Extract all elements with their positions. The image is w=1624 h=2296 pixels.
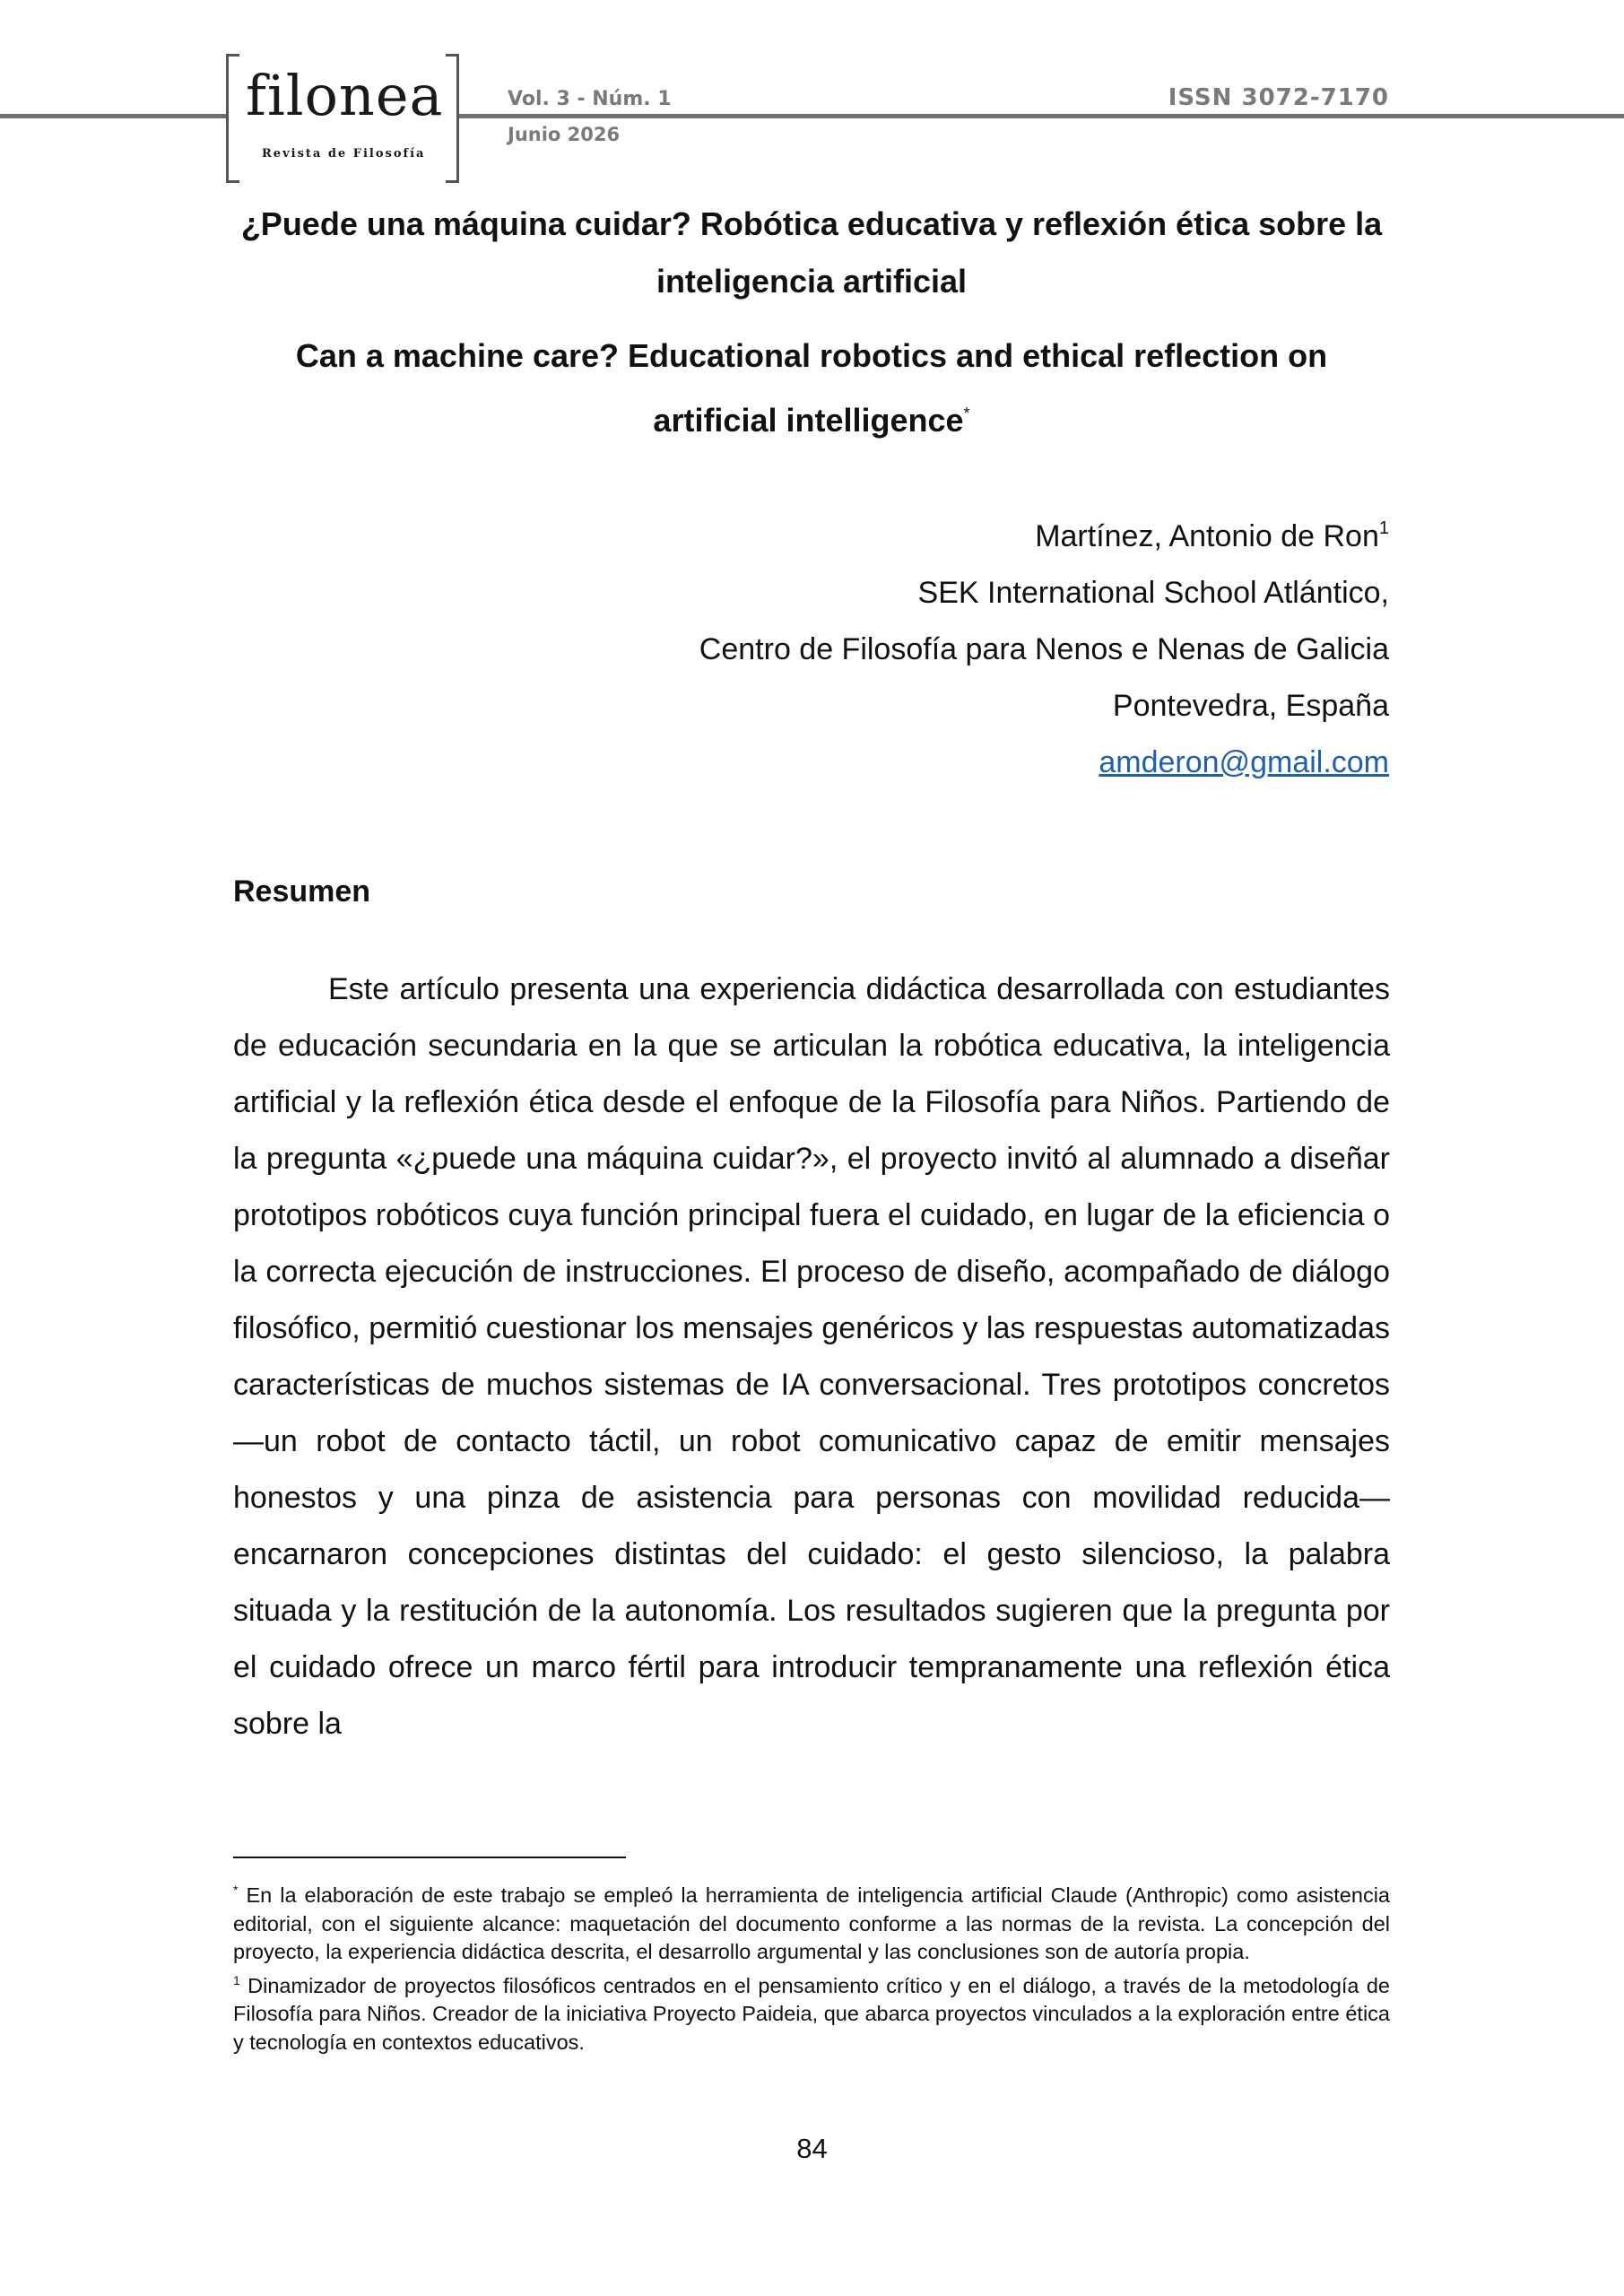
page-number: 84 <box>796 2133 828 2164</box>
footnote-mark-1: 1 <box>233 1972 240 1987</box>
footnote-text: Dinamizador de proyectos filosóficos centrados en el pensamiento crítico y en el diálogo, a través de la metodología de Filosofía para Niños. Creador de la iniciativa Proyecto Paideia, que abarca proyectos vinculados a la exploración entre ética y tecnología en contextos educativos. <box>233 1973 1390 2054</box>
logo-wordmark: filonea <box>246 63 444 128</box>
journal-logo <box>226 54 459 178</box>
footnote-author-bio <box>233 1967 1390 2057</box>
author-affiliation-2: Centro de Filosofía para Nenos e Nenas de Galicia <box>699 632 1389 666</box>
journal-volume: Vol. 3 - Núm. 1 <box>508 88 672 110</box>
abstract-paragraph: Este artículo presenta una experiencia didáctica desarrollada con estudiantes de educación secundaria en la que se articulan la robótica educativa, la inteligencia artificial y la reflexión ética desde el enfoque de la Filosofía para Niños. Partiendo de la pregunta «¿puede una máquina cuidar?», el proyecto invitó al alumnado a diseñar prototipos robóticos cuya función principal fuera el cuidado, en lugar de la eficiencia o la correcta ejecución de instrucciones. El proceso de diseño, acompañado de diálogo filosófico, permitió cuestionar los mensajes genéricos y las respuestas automatizadas características de muchos sistemas de IA conversacional. Tres prototipos concretos —un robot de contacto táctil, un robot comunicativo capaz de emitir mensajes honestos y una pinza de asistencia para personas con movilidad reducida— encarnaron concepciones distintas del cuidado: el gesto silencioso, la palabra situada y la restitución de la autonomía. Los resultados sugieren que la pregunta por el cuidado ofrece un marco fértil para introducir tempranamente una reflexión ética sobre la <box>233 972 1390 1741</box>
logo-subtitle: Revista de Filosofía <box>262 147 426 161</box>
footnote-mark-asterisk: * <box>233 1883 239 1897</box>
article-title-english-text: Can a machine care? Educational robotics and ethical reflection on artificial intelligence <box>295 337 1328 439</box>
article-title-spanish: ¿Puede una máquina cuidar? Robótica educativa y reflexión ética sobre la inteligencia artificial <box>240 205 1383 300</box>
author-name: Martínez, Antonio de Ron <box>1035 519 1379 553</box>
journal-date: Junio 2026 <box>508 124 621 145</box>
author-location: Pontevedra, España <box>1112 689 1389 723</box>
author-affiliation-1: SEK International School Atlántico, <box>917 576 1389 610</box>
logo-bracket-left <box>226 54 239 183</box>
footnote-ai-disclosure <box>233 1876 1390 1967</box>
logo-bracket-right <box>446 54 459 183</box>
author-name-line <box>699 500 1389 565</box>
footnote-rule <box>233 1857 626 1858</box>
author-footnote-mark[interactable]: 1 <box>1378 518 1389 538</box>
journal-issn: ISSN 3072-7170 <box>1168 84 1389 111</box>
title-footnote-mark[interactable]: * <box>963 404 970 422</box>
abstract-heading: Resumen <box>233 874 371 909</box>
article-title-english <box>233 327 1390 449</box>
author-block <box>699 500 1389 791</box>
footnote-text: En la elaboración de este trabajo se empleó la herramienta de inteligencia artificial Claude (Anthropic) como asistencia editorial, con el siguiente alcance: maquetación del documento conforme a las normas de la revista. La concepción del proyecto, la experiencia didáctica descrita, el desarrollo argumental y las conclusiones son de autoría propia. <box>233 1883 1390 1963</box>
footnotes <box>233 1876 1390 2057</box>
author-email-link[interactable]: amderon@gmail.com <box>1099 745 1389 779</box>
